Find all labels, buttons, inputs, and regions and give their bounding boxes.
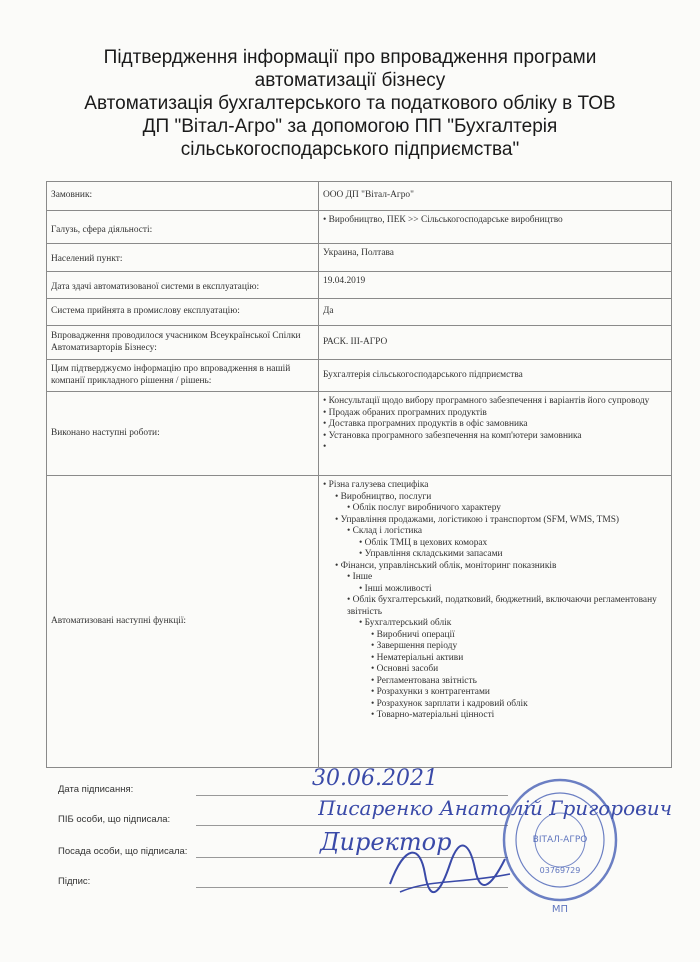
row-label-works: Виконано наступні роботи:	[47, 392, 319, 476]
list-item: • Установка програмного забезпечення на комп'ютери замовника	[323, 431, 667, 443]
name-label: ПІБ особи, що підписала:	[58, 814, 171, 825]
list-item: • Розрахунок зарплати і кадровий облік	[323, 699, 667, 711]
row-value-date: 19.04.2019	[319, 272, 672, 299]
list-item: • Інше	[323, 572, 667, 584]
list-item: • Нематеріальні активи	[323, 653, 667, 665]
title-line-1: Підтвердження інформації про впровадження програми	[103, 47, 597, 68]
row-label-functions: Автоматизовані наступні функції:	[47, 476, 319, 768]
svg-text:03769729: 03769729	[539, 866, 581, 875]
sign-label: Підпис:	[58, 876, 91, 887]
list-item: • Управління складськими запасами	[323, 549, 667, 561]
row-value-industry: • Виробництво, ПЕК >> Сільськогосподарське виробництво	[319, 211, 672, 244]
list-item: • Склад і логістика	[323, 526, 667, 538]
table-row	[47, 392, 672, 476]
list-item: • Продаж обраних програмних продуктів	[323, 408, 667, 420]
list-item: • Облік бухгалтерський, податковий, бюджетний, включаючи регламентовану звітність	[323, 595, 667, 618]
list-item: • Бухгалтерський облік	[323, 618, 667, 630]
date-label: Дата підписання:	[58, 784, 134, 795]
table-row	[47, 244, 672, 272]
row-label-accepted: Система прийнята в промислову експлуатацію:	[47, 299, 319, 326]
list-item: • Виробництво, послуги	[323, 492, 667, 504]
table-row	[47, 182, 672, 211]
name-line	[196, 825, 508, 826]
row-value-works	[319, 392, 672, 476]
svg-text:МП: МП	[551, 904, 569, 915]
row-value-accepted: Да	[319, 299, 672, 326]
list-item: • Виробничі операції	[323, 630, 667, 642]
list-item: • Консультації щодо вибору програмного забезпечення і варіантів його супроводу	[323, 396, 667, 408]
table-row	[47, 326, 672, 360]
list-item: • Розрахунки з контрагентами	[323, 687, 667, 699]
row-label-customer: Замовник:	[47, 182, 319, 211]
list-item: • Облік послуг виробничого характеру	[323, 503, 667, 515]
info-table	[46, 181, 672, 768]
list-item	[323, 442, 667, 454]
list-item: • Різна галузева специфіка	[323, 480, 667, 492]
list-item: • Регламентована звітність	[323, 676, 667, 688]
table-row	[47, 360, 672, 392]
table-row	[47, 211, 672, 244]
row-label-city: Населений пункт:	[47, 244, 319, 272]
list-item: • Основні засоби	[323, 664, 667, 676]
row-label-industry: Галузь, сфера діяльності:	[47, 211, 319, 244]
works-list	[323, 396, 667, 454]
document-title	[40, 46, 660, 161]
row-label-implementer: Впровадження проводилося учасником Всеукраїнської Спілки Автоматизарторів Бізнесу:	[47, 326, 319, 360]
handwritten-date: 30.06.2021	[312, 766, 438, 791]
signature-section	[0, 766, 700, 962]
list-item: • Управління продажами, логістикою і транспортом (SFM, WMS, TMS)	[323, 515, 667, 527]
table-row	[47, 476, 672, 768]
row-label-solution: Цим підтверджуємо інформацію про впровадження в нашій компанії прикладного рішення / рішень:	[47, 360, 319, 392]
handwritten-name: Писаренко Анатолій Григорович	[318, 796, 673, 820]
company-seal-stamp	[500, 778, 620, 918]
signature-scribble	[380, 834, 520, 904]
table-row	[47, 272, 672, 299]
functions-list	[323, 480, 667, 722]
list-item: • Облік ТМЦ в цехових коморах	[323, 538, 667, 550]
row-value-functions	[319, 476, 672, 768]
handwritten-position: Директор	[320, 828, 452, 856]
svg-text:ВІТАЛ-АГРО: ВІТАЛ-АГРО	[532, 835, 588, 845]
row-value-city: Украина, Полтава	[319, 244, 672, 272]
row-label-date: Дата здачі автоматизованої системи в експлуатацію:	[47, 272, 319, 299]
list-item: • Інші можливості	[323, 584, 667, 596]
list-item: • Фінанси, управлінський облік, моніторинг показників	[323, 561, 667, 573]
row-value-customer: ООО ДП "Вітал-Агро"	[319, 182, 672, 211]
title-line-3: Автоматизація бухгалтерського та податкового обліку в ТОВ	[84, 93, 616, 114]
list-item: • Завершення періоду	[323, 641, 667, 653]
row-value-implementer: РАСК. ІІІ-АГРО	[319, 326, 672, 360]
row-value-solution: Бухгалтерія сільськогосподарського підприємства	[319, 360, 672, 392]
position-label: Посада особи, що підписала:	[58, 846, 188, 857]
title-line-5: сільськогосподарського підприємства"	[180, 139, 520, 160]
table-row	[47, 299, 672, 326]
title-line-4: ДП "Вітал-Агро" за допомогою ПП "Бухгалтерія	[142, 116, 558, 137]
list-item: • Товарно-матеріальні цінності	[323, 710, 667, 722]
list-item: • Доставка програмних продуктів в офіс замовника	[323, 419, 667, 431]
title-line-2: автоматизації бізнесу	[254, 70, 446, 91]
